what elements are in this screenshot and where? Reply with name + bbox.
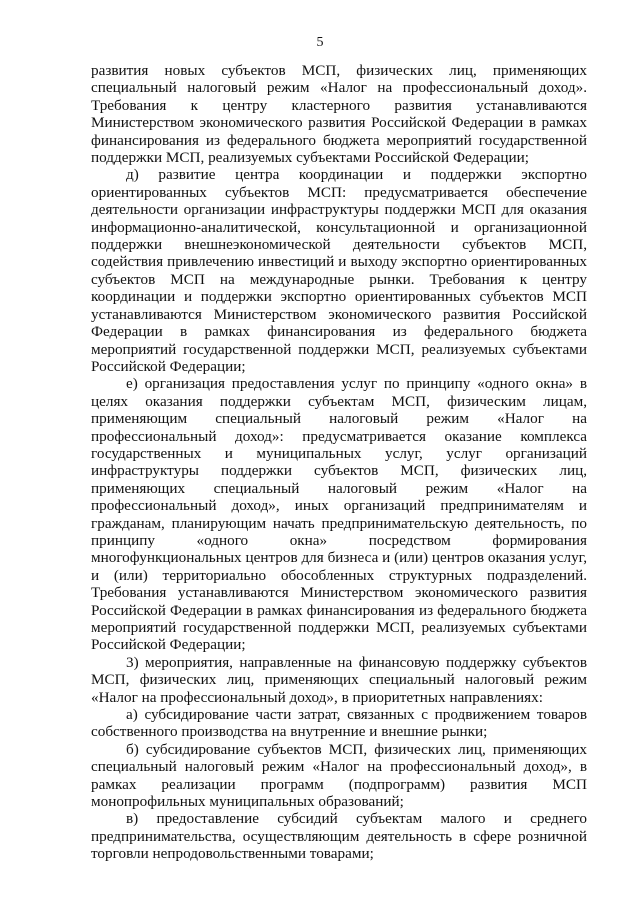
paragraph-item-d: д) развитие центра координации и поддержки экспортно ориентированных субъектов МСП: предусматривается обеспечение деятельности организации инфраструктуры поддержки МСП для оказания информационно-аналитической, консультационной и организационной поддержки внешнеэкономической деятельности субъектов МСП, содействия привлечению инвестиций и выходу экспортно ориентированных субъектов МСП на международные рынки. Требования к центру координации и поддержки экспортно ориентированных субъектов МСП устанавливаются Министерством экономического развития Российской Федерации в рамках финансирования из федерального бюджета мероприятий государственной поддержки МСП, реализуемых субъектами Российской Федерации;	[91, 166, 587, 375]
paragraph-item-v: в) предоставление субсидий субъектам малого и среднего предпринимательства, осуществляющим деятельность в сфере розничной торговли непродовольственными товарами;	[91, 810, 587, 863]
body-text	[91, 62, 587, 863]
paragraph-item-3: 3) мероприятия, направленные на финансовую поддержку субъектов МСП, физических лиц, применяющих специальный налоговый режим «Налог на профессиональный доход», в приоритетных направлениях:	[91, 653, 587, 706]
paragraph-item-a: а) субсидирование части затрат, связанных с продвижением товаров собственного производства на внутренние и внешние рынки;	[91, 706, 587, 741]
page-number: 5	[316, 35, 324, 50]
paragraph-item-b: б) субсидирование субъектов МСП, физических лиц, применяющих специальный налоговый режим «Налог на профессиональный доход», в рамках реализации программ (подпрограмм) развития МСП монопрофильных муниципальных образований;	[91, 740, 587, 811]
paragraph-continuation: развития новых субъектов МСП, физических лиц, применяющих специальный налоговый режим «Налог на профессиональный доход». Требования к центру кластерного развития устанавливаются Министерством экономического развития Российской Федерации в рамках финансирования из федерального бюджета мероприятий государственной поддержки МСП, реализуемых субъектами Российской Федерации;	[91, 62, 587, 167]
paragraph-item-e: е) организация предоставления услуг по принципу «одного окна» в целях оказания поддержки субъектам МСП, физическим лицам, применяющим специальный налоговый режим «Налог на профессиональный доход»: предусматривается оказание комплекса государственных и муниципальных услуг, услуг организаций инфраструктуры поддержки субъектов МСП, физических лиц, применяющих специальный налоговый режим «Налог на профессиональный доход», иных организаций предпринимателям и гражданам, планирующим начать предпринимательскую деятельность, по принципу «одного окна» посредством формирования многофункциональных центров для бизнеса и (или) центров оказания услуг, и (или) территориально обособленных структурных подразделений. Требования устанавливаются Министерством экономического развития Российской Федерации в рамках финансирования из федерального бюджета мероприятий государственной поддержки МСП, реализуемых субъектами Российской Федерации;	[91, 375, 587, 654]
